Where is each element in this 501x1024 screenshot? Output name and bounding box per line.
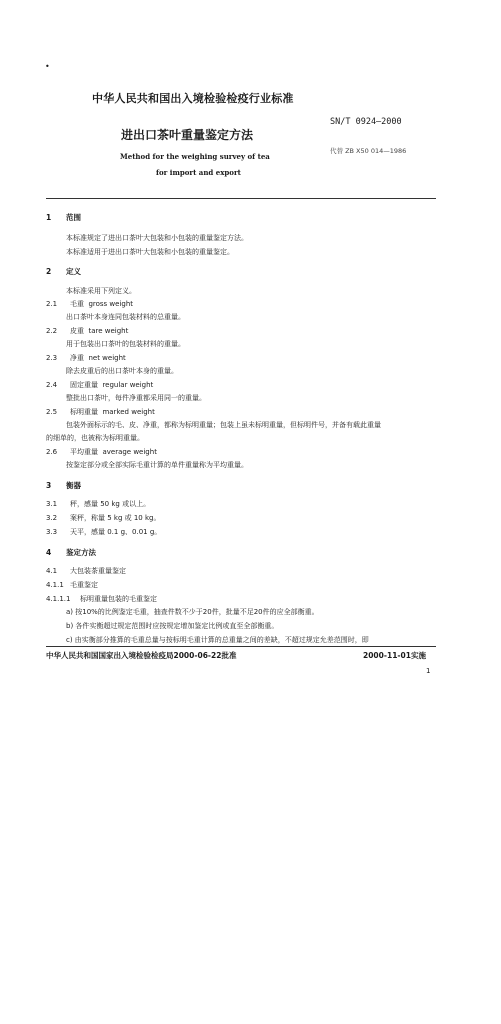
section-3-item-3: 3.3 天平，感量 0.1 g、0.01 g。: [46, 528, 162, 536]
definition-2-5: 2.5 标明重量 marked weight: [46, 408, 155, 416]
definition-2-3-text: 除去皮重后的出口茶叶本身的重量。: [66, 367, 178, 375]
section-2-intro: 本标准采用下列定义。: [66, 287, 136, 295]
approval-line: 中华人民共和国国家出入境检验检疫局2000-06-22批准: [46, 651, 237, 660]
definition-2-1: 2.1 毛重 gross weight: [46, 300, 134, 308]
definition-2-5-text-1: 包装外面标示的毛、皮、净重，都称为标明重量；包装上虽未标明重量，但标明件号，并备有载此重量: [66, 421, 381, 429]
clause-a: a) 按10%的比例鉴定毛重，抽查件数不少于20件，批量不足20件的应全部衡重。: [66, 608, 319, 616]
section-1-para-1: 本标准规定了进出口茶叶大包装和小包装的重量鉴定方法。: [66, 234, 248, 242]
section-1-heading: 1 范围: [46, 213, 81, 222]
definition-2-2-text: 用于包装出口茶叶的包装材料的重量。: [66, 340, 185, 348]
section-1-para-2: 本标准适用于进出口茶叶大包装和小包装的重量鉴定。: [66, 248, 234, 256]
definition-2-6: 2.6 平均重量 average weight: [46, 448, 157, 456]
section-3-item-2: 3.2 案秤，称量 5 kg 或 10 kg。: [46, 514, 161, 522]
clause-c: c) 由实衡部分推算的毛重总量与按标明毛重计算的总重量之间的差缺，不超过规定允差范围时，即: [66, 636, 369, 644]
header-divider: [46, 198, 436, 199]
standard-organization: 中华人民共和国出入境检验检疫行业标准: [92, 92, 294, 105]
page-number: 1: [426, 667, 431, 675]
replaces-standard: 代替 ZB X50 014—1986: [330, 147, 407, 155]
section-4-1: 4.1 大包装茶重量鉴定: [46, 567, 126, 575]
section-3-item-1: 3.1 秤，感量 50 kg 或以上。: [46, 500, 151, 508]
standard-number: SN/T 0924—2000: [330, 117, 402, 127]
section-4-heading: 4 鉴定方法: [46, 548, 96, 557]
document-title: 进出口茶叶重量鉴定方法: [121, 128, 254, 142]
footer-divider: [46, 646, 436, 647]
section-4-1-1-1: 4.1.1.1 标明重量包装的毛重鉴定: [46, 595, 157, 603]
english-title-line-1: Method for the weighing survey of tea: [120, 152, 270, 161]
definition-2-6-text: 按鉴定部分或全部实际毛重计算的单件重量称为平均重量。: [66, 461, 248, 469]
definition-2-5-text-2: 的细单的，也被称为标明重量。: [46, 434, 144, 442]
effective-date: 2000-11-01实施: [363, 651, 426, 660]
definition-2-3: 2.3 净重 net weight: [46, 354, 126, 362]
english-title-line-2: for import and export: [156, 168, 241, 177]
definition-2-2: 2.2 皮重 tare weight: [46, 327, 129, 335]
scan-speck: •: [45, 62, 50, 71]
section-3-heading: 3 衡器: [46, 481, 81, 490]
clause-b: b) 各件实衡超过规定范围时应按规定增加鉴定比例或直至全部衡重。: [66, 622, 279, 630]
definition-2-1-text: 出口茶叶本身连同包装材料的总重量。: [66, 313, 185, 321]
section-4-1-1: 4.1.1 毛重鉴定: [46, 581, 98, 589]
section-2-heading: 2 定义: [46, 267, 81, 276]
definition-2-4-text: 整批出口茶叶，每件净重都采用同一的重量。: [66, 394, 206, 402]
definition-2-4: 2.4 固定重量 regular weight: [46, 381, 154, 389]
